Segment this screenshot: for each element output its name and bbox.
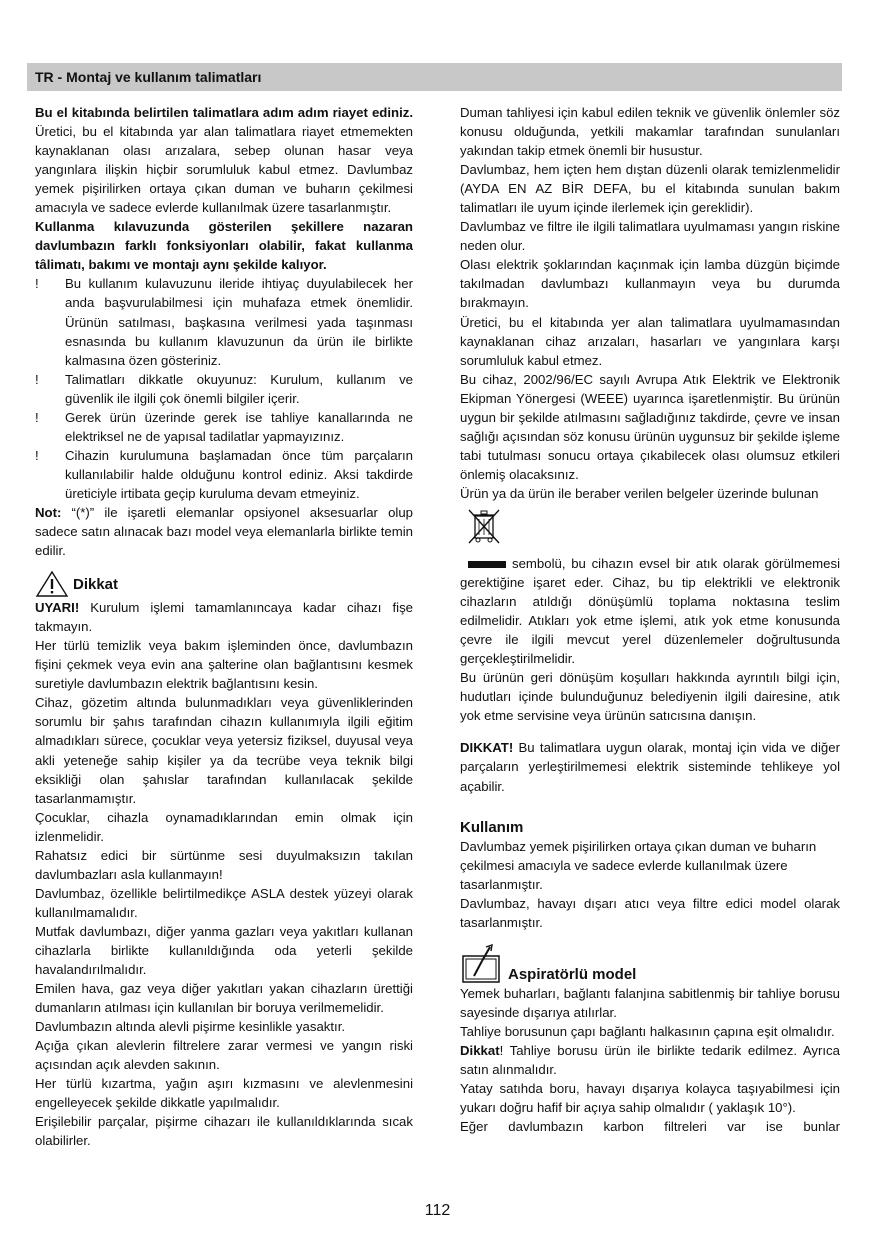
bullet-mark: ! xyxy=(35,371,39,387)
safety-paragraph: Her türlü kızartma, yağın aşırı kızmasını ve alevlenmesini engelleyecek şekilde dikkatle yapılmalıdır. xyxy=(35,1076,413,1111)
safety-paragraph: Çocuklar, cihazla oynamadıklarından emin olmak için izlenmelidir. xyxy=(35,809,413,844)
warn-label: UYARI! xyxy=(35,600,80,616)
note-label: Not: xyxy=(35,504,62,520)
info-paragraph: Ürün ya da ürün ile beraber verilen belgeler üzerinde bulunan xyxy=(460,485,819,501)
ducting-paragraph: Yemek buharları, bağlantı falanjına sabitlenmiş bir tahliye borusu sayesinde dışarıya atılırlar. xyxy=(460,985,840,1020)
usage-title: Kullanım xyxy=(460,818,524,836)
ducting-paragraph: Tahliye borusunun çapı bağlantı halkasının çapına eşit olmalıdır. xyxy=(460,1023,835,1039)
warning-heading xyxy=(35,570,413,598)
safety-paragraph: Rahatsız edici bir sürtünme sesi duyulmaksızın takılan davlumbazları asla kullanmayın! xyxy=(35,847,413,882)
ducting-paragraph: Yatay satıhda boru, havayı dışarıya kolayca taşıyabilmesi için yukarı doğru hafif bir açıya sahip olmalıdır ( yaklaşık 10°). xyxy=(460,1081,840,1116)
intro-paragraph xyxy=(35,103,413,217)
ducting-title: Aspiratörlü model xyxy=(508,965,637,983)
info-paragraph: Bu cihaz, 2002/96/EC sayılı Avrupa Atık Elektrik ve Elektronik Ekipman Yönergesi (WEEE) uyarınca işaretlenmiştir. Bu ürünün uygun bir şekilde atılmasını sağladığınız takdirde, çevre ve insan sağlığı açısından söz konusu ürünün uygunsuz bir şekilde işleme tabi tutulması sonucu ortaya çıkabilecek olası olumsuz etkileri önlemiş olacaksınız. xyxy=(460,371,840,482)
safety-paragraph: Her türlü temizlik veya bakım işleminden önce, davlumbazın fişini çekmek veya evin ana şalterine olan bağlantısını kesmek suretiyle davlumbazın elektrik bağlantısını kesin. xyxy=(35,638,413,692)
weee-paragraph xyxy=(460,554,840,668)
info-paragraph: Üretici, bu el kitabında yer alan talimatlara uyulmamasından kaynaklanan cihaz arızaları, hasarları ve yangınlara karşı sorumluluk kabul etmez. xyxy=(460,314,840,368)
list-item xyxy=(35,274,413,369)
ducting-heading xyxy=(460,944,840,984)
ducting-paragraph: Eğer davlumbazın karbon filtreleri var ise bunlar xyxy=(460,1119,840,1135)
left-column xyxy=(35,103,413,1150)
figures-note: Kullanma kılavuzunda gösterilen şekillere nazaran davlumbazın farklı fonksiyonları olabilir, fakat kullanma tâlimatı, bakımı ve montajı aynı şekilde kalıyor. xyxy=(35,219,413,273)
note-paragraph xyxy=(35,503,413,560)
bullet-mark: ! xyxy=(35,276,39,292)
ducting-house-icon xyxy=(460,944,506,984)
dikkat-text: Bu talimatlara uygun olarak, montaj için vida ve diğer parçaların yerleştirilmemesi elektrik sisteminde tehlikeye yol açabilir. xyxy=(460,740,840,794)
ducting-paragraph xyxy=(460,1041,840,1079)
list-item xyxy=(35,408,413,446)
safety-paragraph: Davlumbaz, özellikle belirtilmedikçe ASLA destek yüzeyi olarak kullanılmamalıdır. xyxy=(35,885,413,920)
safety-paragraph: Erişilebilir parçalar, pişirme cihazarı ile kullanıldıklarında sıcak olabilirler. xyxy=(35,1114,413,1149)
bullet-text: Bu kullanım kulavuzunu ileride ihtiyaç duyulabilecek her anda başvurulabilmesi için muhafaza etmek önemlidir. Ürünün satılması, başkasına verilmesi yada taşınması esnasında bu kullanım klavuzunun da ürün ile birlikte kalmasına özen gösteriniz. xyxy=(65,276,413,368)
ducting-text: ! Tahliye borusu ürün ile birlikte tedarik edilmez. Ayrıca satın alınmalıdır. xyxy=(460,1042,840,1078)
intro-bold: Bu el kitabında belirtilen talimatlara adım adım riayet ediniz. xyxy=(35,105,413,120)
safety-paragraph: Emilen hava, gaz veya diğer yakıtları yakan cihazların ürettiği dumanların atılması için kullanılan bir boruya verilmemelidir. xyxy=(35,981,413,1016)
bullet-text: Gerek ürün üzerinde gerek ise tahliye kanallarında ne elektriksel ne de yapısal tadilatlar yapmayızınız. xyxy=(65,409,413,444)
safety-paragraph: Mutfak davlumbazı, diğer yanma gazları veya yakıtları kullanan cihazlarla birlikte kullanıldığında oda yeterli şekilde havalandırılmalıdır. xyxy=(35,923,413,978)
section-header-bar xyxy=(27,63,842,91)
list-item xyxy=(35,446,413,503)
bullet-mark: ! xyxy=(35,409,39,425)
dikkat-label: DIKKAT! xyxy=(460,740,514,756)
intro-text: Üretici, bu el kitabında yar alan talimatlara riayet etmemekten kaynaklanan olası arızalara, sebep olunan hasar veya yangınlara ilişkin hiçbir sorumluluk kabul etmez. Davlumbaz yemek pişirilirken ortaya çıkan duman ve buharın çekilmesi amacıyla ve sadece evlerde kullanılmak üzere tasarlanmıştır. xyxy=(35,124,413,216)
safety-paragraph: Açığa çıkan alevlerin filtrelere zarar vermesi ve yangın riski açısından açık alevden sakının. xyxy=(35,1038,413,1073)
dikkat-paragraph xyxy=(460,738,840,795)
safety-paragraph: Cihaz, gözetim altında bulunmadıkları veya güvenliklerinden sorumlu bir şahıs tarafından cihazın kullanımıyla ilgili eğitim almadıkları sürece, çocuklar veya yetersiz fiziksel, duyusal veya akli yeteneğe sahip kişiler ya da tecrübe veya teknik bilgi eksikliği olan şahıslar tarafından kullanılacak şekilde tasarlanmamıştır. xyxy=(35,695,413,806)
info-paragraph: Davlumbaz, hem içten hem dıştan düzenli olarak temizlenmelidir (AYDA EN AZ BİR DEFA, bu el kitabında sunulan bakım talimatları ile uyum içinde ilerlemek için gereklidir). xyxy=(460,162,840,216)
weee-bar xyxy=(468,561,506,568)
usage-paragraph: Davlumbaz, havayı dışarı atıcı veya filtre edici model olarak tasarlanmıştır. xyxy=(460,895,840,930)
crossed-bin-icon xyxy=(466,507,502,545)
weee-symbol-area xyxy=(460,503,840,547)
note-text: “(*)” ile işaretli elemanlar opsiyonel aksesuarlar olup sadece satın alınacak bazı model veya elemanlarla birlikte temin edilir. xyxy=(35,504,413,559)
warning-title: Dikkat xyxy=(73,575,119,593)
right-column xyxy=(460,103,840,1136)
section-title: TR - Montaj ve kullanım talimatları xyxy=(35,69,262,85)
bullet-mark: ! xyxy=(35,447,39,463)
page-number: 112 xyxy=(424,1202,451,1219)
warn-text: Kurulum işlemi tamamlanıncaya kadar cihazı fişe takmayın. xyxy=(35,600,413,635)
info-paragraph: Olası elektrik şoklarından kaçınmak için lamba düzgün biçimde takılmadan davlumbazı kullanmayın veya bu durumda bırakmayın. xyxy=(460,257,840,311)
bullet-text: Talimatları dikkatle okuyunuz: Kurulum, kullanım ve güvenlik ile ilgili çok önemli bilgiler içerir. xyxy=(65,371,413,406)
list-item xyxy=(35,370,413,408)
usage-paragraph: Davlumbaz yemek pişirilirken ortaya çıkan duman ve buharın çekilmesi amacıyla ve sadece evlerde kullanılmak üzere tasarlanmıştır. xyxy=(460,838,817,892)
recycling-paragraph: Bu ürünün geri dönüşüm koşulları hakkında ayrıntılı bilgi için, hudutları içinde bulunduğunuz belediyenin ilgili dairesine, atık yok etme servisine veya ürünün satıcısına danışın. xyxy=(460,670,840,724)
safety-paragraph: Davlumbazın altında alevli pişirme kesinlikle yasaktır. xyxy=(35,1019,346,1035)
bullet-text: Cihazin kurulumuna başlamadan önce tüm parçaların kullanılabilir halde olduğunu kontrol ediniz. Aksi takdirde üreticiyle irtibata geçip kuruluma devam etmeyiniz. xyxy=(65,447,413,501)
info-paragraph: Davlumbaz ve filtre ile ilgili talimatlara uyulmaması yangın riskine neden olur. xyxy=(460,219,840,254)
ducting-label: Dikkat xyxy=(460,1042,500,1058)
warning-paragraph xyxy=(35,598,413,636)
weee-text: sembolü, bu cihazın evsel bir atık olarak görülmemesi gerektiğine işaret eder. Cihaz, bu tip elektrikli ve elektronik cihazların atıldığı dönüşümlü toplama noktasına teslim edilmelidir. Atıkları yok etme işlemi, atık yok etme konusunda çevre ile ilgili mevcut yerel düzenlemeler doğrultusunda gerçekleştirilmelidir. xyxy=(460,555,840,667)
info-paragraph: Duman tahliyesi için kabul edilen teknik ve güvenlik önlemler söz konusu olduğunda, yetkili makamlar tarafından sunulanları yakından takip etmek önemli bir husustur. xyxy=(460,105,840,159)
warning-triangle-icon xyxy=(35,570,69,598)
